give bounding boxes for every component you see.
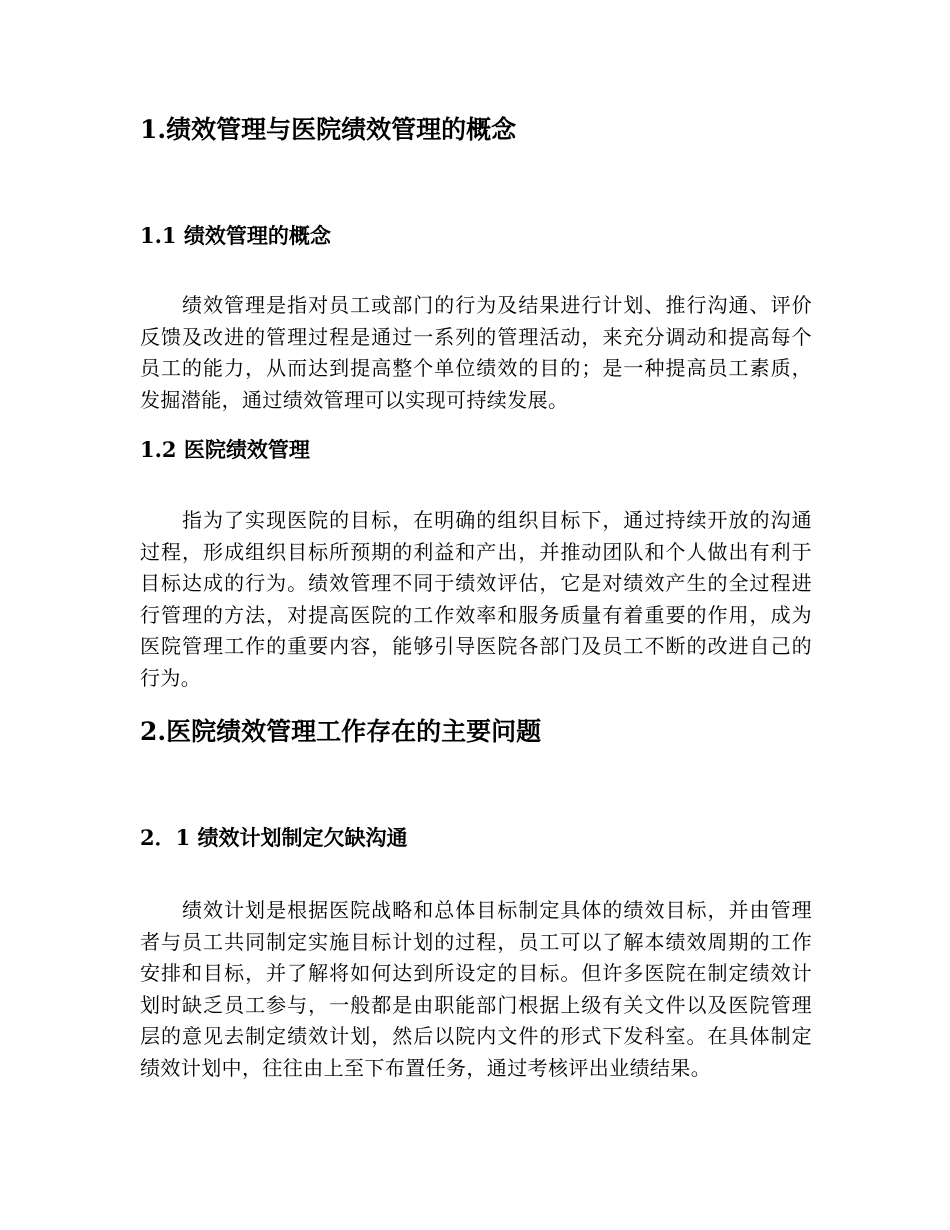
section-1-2-paragraph: 指为了实现医院的目标，在明确的组织目标下，通过持续开放的沟通过程，形成组织目标所预期的利益和产出，并推动团队和个人做出有利于目标达成的行为。绩效管理不同于绩效评估，它是对绩效产生的全过程进行管理的方法，对提高医院的工作效率和服务质量有着重要的作用，成为医院管理工作的重要内容，能够引导医院各部门及员工不断的改进自己的行为。 <box>140 508 812 690</box>
section-2-heading: 2.医院绩效管理工作存在的主要问题 <box>140 717 542 746</box>
section-1-1-paragraph: 绩效管理是指对员工或部门的行为及结果进行计划、推行沟通、评价反馈及改进的管理过程是通过一系列的管理活动，来充分调动和提高每个员工的能力，从而达到提高整个单位绩效的目的；是一种提高员工素质，发掘潜能，通过绩效管理可以实现可持续发展。 <box>140 293 812 412</box>
section-1-1-heading: 1.1 绩效管理的概念 <box>140 223 331 248</box>
section-1-2-heading: 1.2 医院绩效管理 <box>140 437 310 462</box>
section-1-heading: 1.绩效管理与医院绩效管理的概念 <box>140 115 517 144</box>
section-2-1-paragraph: 绩效计划是根据医院战略和总体目标制定具体的绩效目标，并由管理者与员工共同制定实施目标计划的过程，员工可以了解本绩效周期的工作安排和目标，并了解将如何达到所设定的目标。但许多医院在制定绩效计划时缺乏员工参与，一般都是由职能部门根据上级有关文件以及医院管理层的意见去制定绩效计划，然后以院内文件的形式下发科室。在具体制定绩效计划中，往往由上至下布置任务，通过考核评出业绩结果。 <box>140 898 812 1080</box>
section-2-1-heading: 2．1 绩效计划制定欠缺沟通 <box>140 825 408 850</box>
